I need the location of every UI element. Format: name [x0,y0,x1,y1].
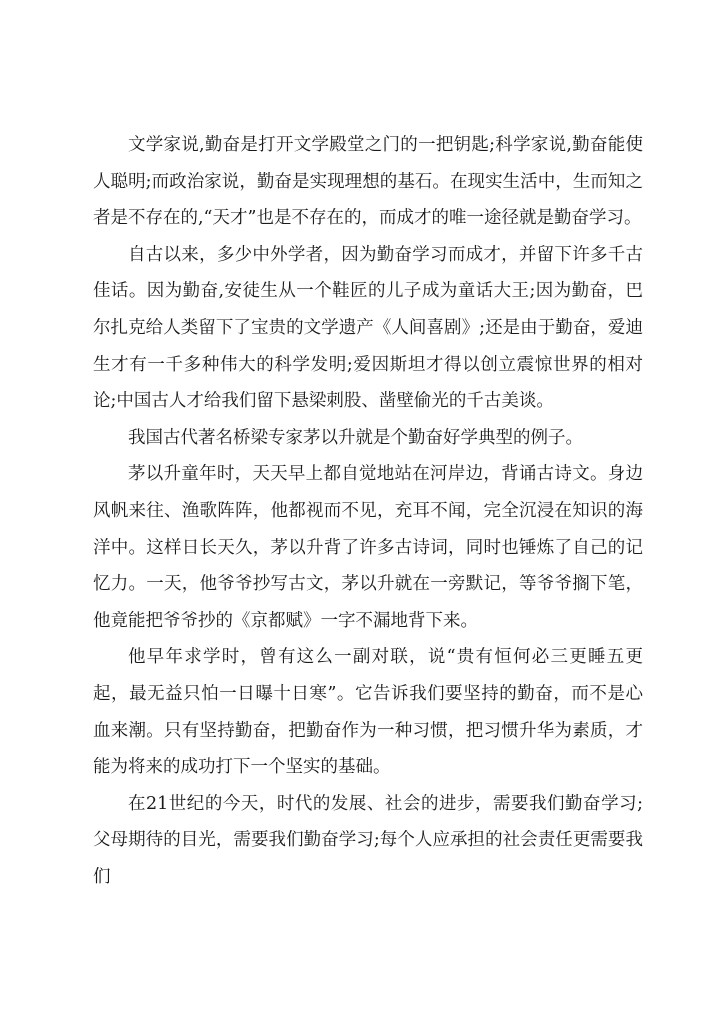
paragraph: 我国古代著名桥梁专家茅以升就是个勤奋好学典型的例子。 [128,427,583,448]
paragraph: 茅以升童年时，天天早上都自觉地站在河岸边，背诵古诗文。身边风帆来往、渔歌阵阵，他都视而不见，充耳不闻，完全沉浸在知识的海洋中。这样日长天久，茅以升背了许多古诗词，同时也锤炼了自己的记忆力。一天，他爷爷抄写古文，茅以升就在一旁默记，等爷爷搁下笔，他竟能把爷爷抄的《京都赋》一字不漏地背下来。 [93,464,643,631]
paragraph: 他早年求学时，曾有这么一副对联，说“贵有恒何必三更睡五更起，最无益只怕一日曝十日寒”。它告诉我们要坚持的勤奋，而不是心血来潮。只有坚持勤奋，把勤奋作为一种习惯，把习惯升华为素质，才能为将来的成功打下一个坚实的基础。 [93,647,643,778]
paragraph: 自古以来，多少中外学者，因为勤奋学习而成才，并留下许多千古佳话。因为勤奋,安徒生从一个鞋匠的儿子成为童话大王;因为勤奋，巴尔扎克给人类留下了宝贵的文学遗产《人间喜剧》;还是由于勤奋，爱迪生才有一千多种伟大的科学发明;爱因斯坦才得以创立震惊世界的相对论;中国古人才给我们留下悬梁刺股、凿壁偷光的千古美谈。 [93,244,643,412]
paragraph: 文学家说,勤奋是打开文学殿堂之门的一把钥匙;科学家说,勤奋能使人聪明;而政治家说，勤奋是实现理想的基石。在现实生活中，生而知之者是不存在的,“天才”也是不存在的，而成才的唯一途径就是勤奋学习。 [93,135,643,229]
paragraph: 在21世纪的今天，时代的发展、社会的进步，需要我们勤奋学习;父母期待的目光，需要我们勤奋学习;每个人应承担的社会责任更需要我们 [93,793,643,887]
document-body [93,127,643,895]
